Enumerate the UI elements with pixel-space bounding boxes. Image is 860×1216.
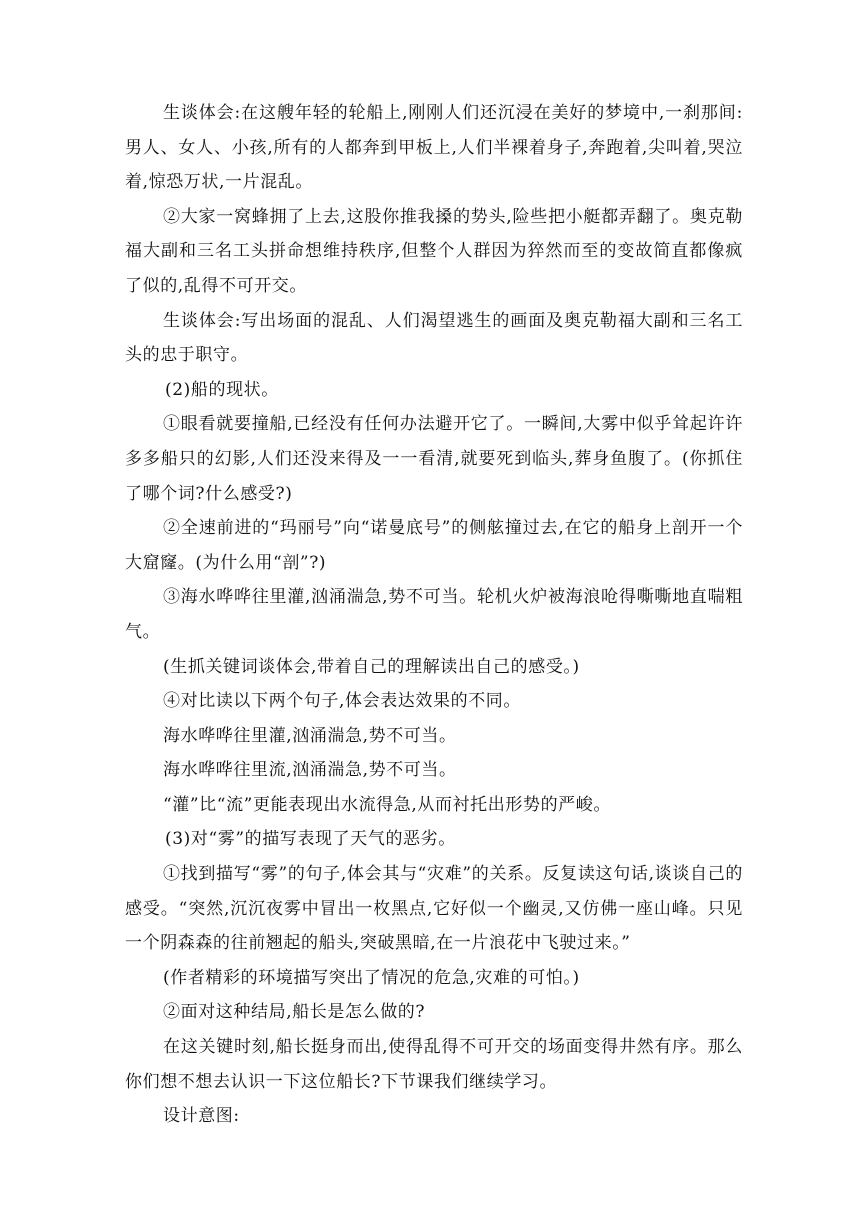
paragraph-quote-2: ②大家一窝蜂拥了上去,这股你推我搡的势头,险些把小艇都弄翻了。奥克勒福大副和三名工头拼命想维持秩序,但整个人群因为猝然而至的变故简直都像疯了似的,乱得不可开交。 [125, 206, 743, 296]
paragraph-compare-sentence-1: 海水哗哗往里灌,汹涌湍急,势不可当。 [163, 725, 457, 746]
paragraph-compare-sentence-2: 海水哗哗往里流,汹涌湍急,势不可当。 [163, 760, 457, 781]
section-heading-ship-status: (2)船的现状。 [165, 379, 279, 400]
paragraph-compare-instruction: ④对比读以下两个句子,体会表达效果的不同。 [163, 691, 522, 712]
paragraph-quote-3b: ③海水哗哗往里灌,汹涌湍急,势不可当。轮机火炉被海浪呛得嘶嘶地直喘粗气。 [125, 587, 743, 642]
paragraph-note-keywords: (生抓关键词谈体会,带着自己的理解读出自己的感受。) [163, 656, 580, 677]
paragraph-fog-note: (作者精彩的环境描写突出了情况的危急,灾难的可怕。) [163, 967, 580, 988]
section-heading-fog: (3)对“雾”的描写表现了天气的恶劣。 [165, 829, 456, 850]
paragraph-student-reflection-1: 生谈体会:在这艘年轻的轮船上,刚刚人们还沉浸在美好的梦境中,一刹那间:男人、女人、小孩,所有的人都奔到甲板上,人们半裸着身子,奔跑着,尖叫着,哭泣着,惊恐万状,一片混乱。 [125, 103, 743, 193]
paragraph-fog-quote: ①找到描写“雾”的句子,体会其与“灾难”的关系。反复读这句话,谈谈自己的感受。“突然,沉沉夜雾中冒出一枚黑点,它好似一个幽灵,又仿佛一座山峰。只见一个阴森森的往前翘起的船头,突破黑暗,在一片浪花中飞驶过来。” [125, 864, 743, 954]
paragraph-captain-summary: 在这关键时刻,船长挺身而出,使得乱得不可开交的场面变得井然有序。那么你们想不想去认识一下这位船长?下节课我们继续学习。 [125, 1037, 743, 1092]
paragraph-quote-1b: ①眼看就要撞船,已经没有任何办法避开它了。一瞬间,大雾中似乎耸起许许多多船只的幻影,人们还没来得及一一看清,就要死到临头,葬身鱼腹了。(你抓住了哪个词?什么感受?) [125, 414, 743, 504]
paragraph-quote-2b: ②全速前进的“玛丽号”向“诺曼底号”的侧舷撞过去,在它的船身上剖开一个大窟窿。(为什么用“剖”?) [125, 518, 743, 573]
paragraph-student-reflection-2: 生谈体会:写出场面的混乱、人们渴望逃生的画面及奥克勒福大副和三名工头的忠于职守。 [125, 310, 743, 366]
paragraph-design-intent: 设计意图: [163, 1106, 240, 1127]
paragraph-compare-conclusion: “灌”比“流”更能表现出水流得急,从而衬托出形势的严峻。 [163, 794, 611, 815]
paragraph-captain-question: ②面对这种结局,船长是怎么做的? [163, 1002, 426, 1023]
document-page [125, 96, 743, 1134]
